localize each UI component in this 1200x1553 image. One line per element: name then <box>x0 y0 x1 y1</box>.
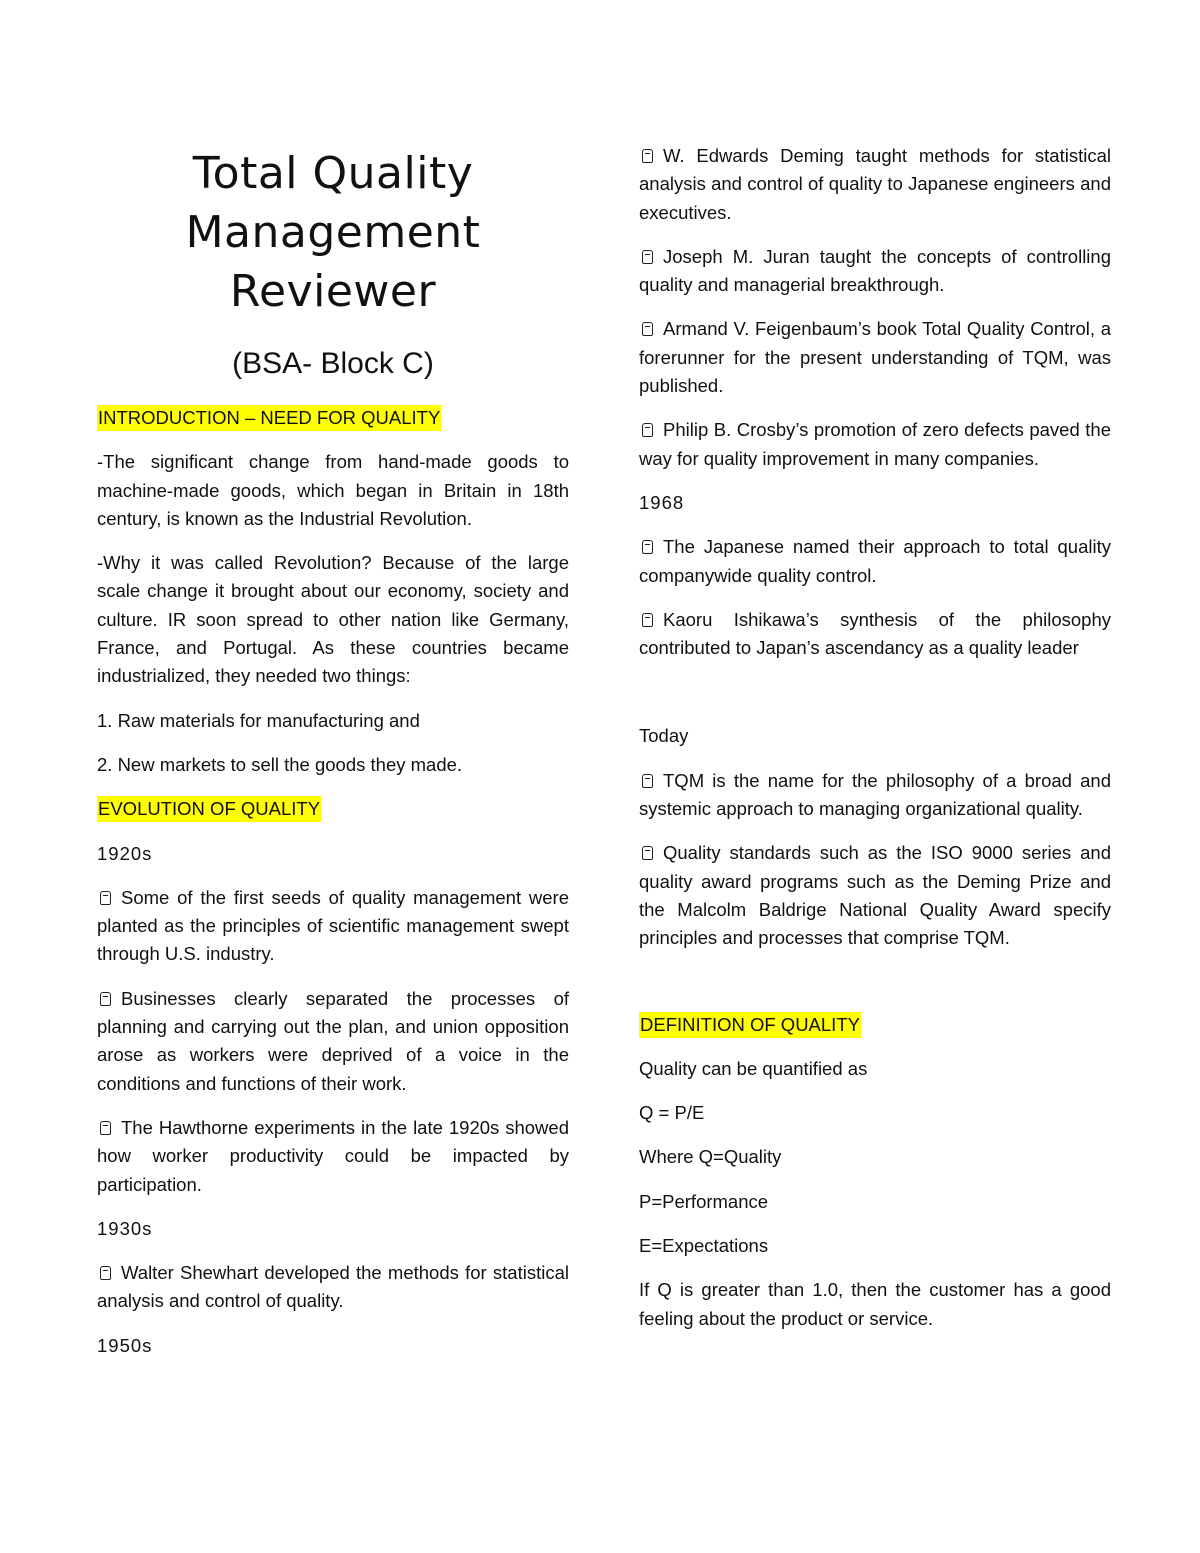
year-label-1950s: 1950s <box>97 1334 153 1356</box>
square-bullet-icon <box>642 250 653 264</box>
document-subtitle: (BSA- Block C) <box>232 347 434 380</box>
bullet-text: W. Edwards Deming taught methods for statistical analysis and control of quality to Japanese engineers and executives. <box>639 145 1111 223</box>
square-bullet-icon <box>100 992 111 1006</box>
definition-formula: Q = P/E <box>639 1102 705 1124</box>
year-label-1968: 1968 <box>639 491 685 513</box>
square-bullet-icon <box>642 149 653 163</box>
year-label-1920s: 1920s <box>97 842 153 864</box>
title-line-3: Reviewer <box>229 266 437 317</box>
evolution-heading-highlight: EVOLUTION OF QUALITY <box>97 796 321 822</box>
bullet-text: Philip B. Crosby’s promotion of zero defects paved the way for quality improvement in many companies. <box>639 419 1111 469</box>
section-heading-introduction <box>97 404 569 432</box>
bullet-1920s-3 <box>97 1114 569 1199</box>
bullet-text: Quality standards such as the ISO 9000 series and quality award programs such as the Deming Prize and the Malcolm Baldrige National Quality Award specify principles and processes that comprise TQM. <box>639 842 1111 949</box>
title-line-2: Management <box>185 207 481 258</box>
square-bullet-icon <box>100 891 111 905</box>
intro-paragraph-1: -The significant change from hand-made goods to machine-made goods, which began in Britain in 18th century, is known as the Industrial Revolution. <box>97 451 569 529</box>
year-label-1930s: 1930s <box>97 1217 153 1239</box>
square-bullet-icon <box>100 1266 111 1280</box>
definition-heading-highlight: DEFINITION OF QUALITY <box>639 1012 861 1038</box>
square-bullet-icon <box>642 613 653 627</box>
bullet-text: Some of the first seeds of quality management were planted as the principles of scientific management swept through U.S. industry. <box>97 886 569 965</box>
definition-line-1: Quality can be quantified as <box>639 1057 868 1079</box>
square-bullet-icon <box>642 846 653 860</box>
square-bullet-icon <box>642 423 653 437</box>
square-bullet-icon <box>642 540 653 554</box>
introduction-heading-highlight: INTRODUCTION – NEED FOR QUALITY <box>97 405 441 431</box>
bullet-text: Joseph M. Juran taught the concepts of controlling quality and managerial breakthrough. <box>639 245 1111 296</box>
bullet-1930s-1 <box>97 1259 569 1316</box>
bullet-1950s-3 <box>639 315 1111 400</box>
definition-line-3: Where Q=Quality <box>639 1146 782 1168</box>
title-line-1: Total Quality <box>192 148 474 199</box>
bullet-today-2 <box>639 839 1111 952</box>
bullet-today-1 <box>639 767 1111 824</box>
bullet-1920s-2 <box>97 985 569 1098</box>
bullet-text: Businesses clearly separated the processes of planning and carrying out the plan, and union opposition arose as workers were deprived of a voice in the conditions and functions of their work. <box>97 987 569 1094</box>
square-bullet-icon <box>100 1121 111 1135</box>
bullet-text: The Hawthorne experiments in the late 1920s showed how worker productivity could be impacted by participation. <box>97 1116 569 1195</box>
bullet-text: Kaoru Ishikawa’s synthesis of the philosophy contributed to Japan’s ascendancy as a quality leader <box>639 608 1111 659</box>
section-heading-definition <box>639 1011 1111 1039</box>
bullet-text: Armand V. Feigenbaum’s book Total Quality Control, a forerunner for the present understanding of TQM, was published. <box>639 318 1111 397</box>
definition-line-6: If Q is greater than 1.0, then the customer has a good feeling about the product or service. <box>639 1279 1111 1329</box>
bullet-text: TQM is the name for the philosophy of a broad and systemic approach to managing organizational quality. <box>639 769 1111 820</box>
left-column <box>97 0 569 1360</box>
intro-paragraph-2: -Why it was called Revolution? Because of the large scale change it brought about our economy, society and culture. IR soon spread to other nation like Germany, France, and Portugal. As these countries became industrialized, they needed two things: <box>97 552 569 687</box>
square-bullet-icon <box>642 322 653 336</box>
bullet-text: The Japanese named their approach to total quality companywide quality control. <box>639 536 1111 586</box>
bullet-1950s-2 <box>639 243 1111 300</box>
intro-list-item-1: 1. Raw materials for manufacturing and <box>97 709 420 731</box>
bullet-1950s-4 <box>639 416 1111 473</box>
bullet-1950s-1 <box>639 142 1111 227</box>
bullet-1920s-1 <box>97 884 569 969</box>
section-heading-evolution <box>97 795 569 823</box>
today-label: Today <box>639 725 689 747</box>
bullet-text: Walter Shewhart developed the methods for statistical analysis and control of quality. <box>97 1262 569 1312</box>
square-bullet-icon <box>642 774 653 788</box>
right-column <box>639 0 1111 1333</box>
intro-list-item-2: 2. New markets to sell the goods they made. <box>97 753 463 775</box>
document-title <box>97 0 569 321</box>
definition-line-5: E=Expectations <box>639 1235 769 1257</box>
bullet-1968-2 <box>639 606 1111 663</box>
bullet-1968-1 <box>639 533 1111 590</box>
definition-line-4: P=Performance <box>639 1190 769 1212</box>
